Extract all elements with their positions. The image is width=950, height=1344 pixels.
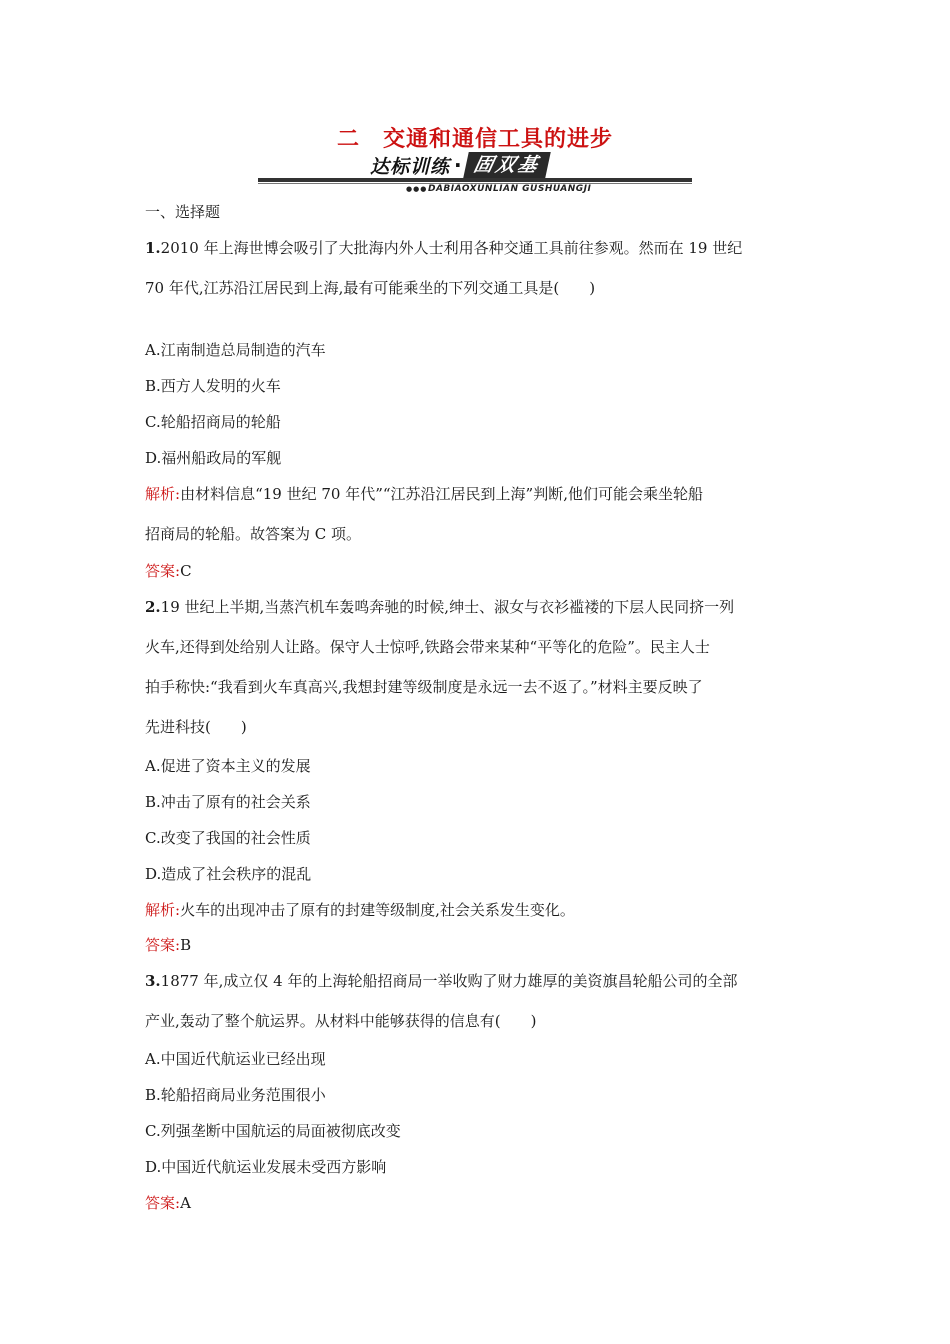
- q1-text-line1: 2010 年上海世博会吸引了大批海内外人士利用各种交通工具前往参观。然而在 19 世纪: [160, 239, 743, 257]
- q3-number: 3.: [145, 972, 161, 990]
- q2-stem-line1: [145, 597, 734, 617]
- page-title: 二 交通和通信工具的进步: [336, 127, 613, 152]
- q3-stem-line2: 产业,轰动了整个航运界。从材料中能够获得的信息有( ): [145, 1012, 537, 1030]
- q3-answer-label: 答案:: [145, 1194, 181, 1212]
- q1-answer: [145, 561, 192, 581]
- q2-stem-line2: 火车,还得到处给别人让路。保守人士惊呼,铁路会带来某种“平等化的危险”。民主人士: [145, 638, 710, 656]
- q1-number: 1.: [145, 239, 161, 257]
- q1-answer-label: 答案:: [145, 562, 181, 580]
- q1-option-c: C.轮船招商局的轮船: [145, 413, 281, 431]
- q3-option-b: B.轮船招商局业务范围很小: [145, 1086, 326, 1104]
- q1-stem-line2: 70 年代,江苏沿江居民到上海,最有可能乘坐的下列交通工具是( ): [145, 279, 596, 297]
- q2-analysis-text: 火车的出现冲击了原有的封建等级制度,社会关系发生变化。: [180, 901, 575, 919]
- banner-dots: ●●●: [406, 185, 428, 193]
- q2-option-b: B.冲击了原有的社会关系: [145, 793, 311, 811]
- q3-option-c: C.列强垄断中国航运的局面被彻底改变: [145, 1122, 401, 1140]
- q1-answer-value: C: [180, 562, 192, 580]
- section-heading: 一、选择题: [145, 203, 221, 221]
- q1-analysis-label: 解析:: [145, 485, 181, 503]
- q1-option-b: B.西方人发明的火车: [145, 377, 281, 395]
- q3-answer: [145, 1193, 191, 1213]
- banner-left-text: 达标训练: [370, 155, 451, 178]
- q3-answer-value: A: [180, 1194, 191, 1212]
- q2-analysis-label: 解析:: [145, 901, 181, 919]
- q2-analysis-line1: [145, 900, 575, 920]
- banner-heading: [370, 150, 548, 180]
- q1-option-d: D.福州船政局的军舰: [145, 449, 282, 467]
- banner-dot: ·: [454, 153, 462, 177]
- q3-option-a: A.中国近代航运业已经出现: [145, 1050, 326, 1068]
- q2-answer-label: 答案:: [145, 936, 181, 954]
- q2-option-c: C.改变了我国的社会性质: [145, 829, 311, 847]
- q1-stem-line1: [145, 238, 742, 258]
- q3-option-d: D.中国近代航运业发展未受西方影响: [145, 1158, 387, 1176]
- q2-stem-line3: 拍手称快:“我看到火车真高兴,我想封建等级制度是永远一去不返了。”材料主要反映了: [145, 678, 703, 696]
- q1-analysis-text: 由材料信息“19 世纪 70 年代”“江苏沿江居民到上海”判断,他们可能会乘坐轮船: [180, 485, 703, 503]
- q3-stem-line1: [145, 971, 737, 991]
- q2-option-d: D.造成了社会秩序的混乱: [145, 865, 312, 883]
- q2-stem-line4: 先进科技( ): [145, 718, 247, 736]
- q2-text-line1: 19 世纪上半期,当蒸汽机车轰鸣奔驰的时候,绅士、淑女与衣衫褴褛的下层人民同挤一列: [160, 598, 735, 616]
- q1-option-a: A.江南制造总局制造的汽车: [145, 341, 326, 359]
- banner-rule: [258, 178, 692, 182]
- q2-option-a: A.促进了资本主义的发展: [145, 757, 311, 775]
- q1-analysis-line1: [145, 484, 703, 504]
- section-banner: [258, 150, 692, 196]
- banner-subtitle: DABIAOXUNLIAN GUSHUANGJI: [428, 184, 592, 194]
- q2-number: 2.: [145, 598, 161, 616]
- q2-answer: [145, 935, 191, 955]
- q3-text-line1: 1877 年,成立仅 4 年的上海轮船招商局一举收购了财力雄厚的美资旗昌轮船公司的全部: [160, 972, 738, 990]
- banner-right-text: 固双基: [463, 152, 551, 178]
- q2-answer-value: B: [180, 936, 192, 954]
- q1-analysis-line2: 招商局的轮船。故答案为 C 项。: [145, 525, 362, 543]
